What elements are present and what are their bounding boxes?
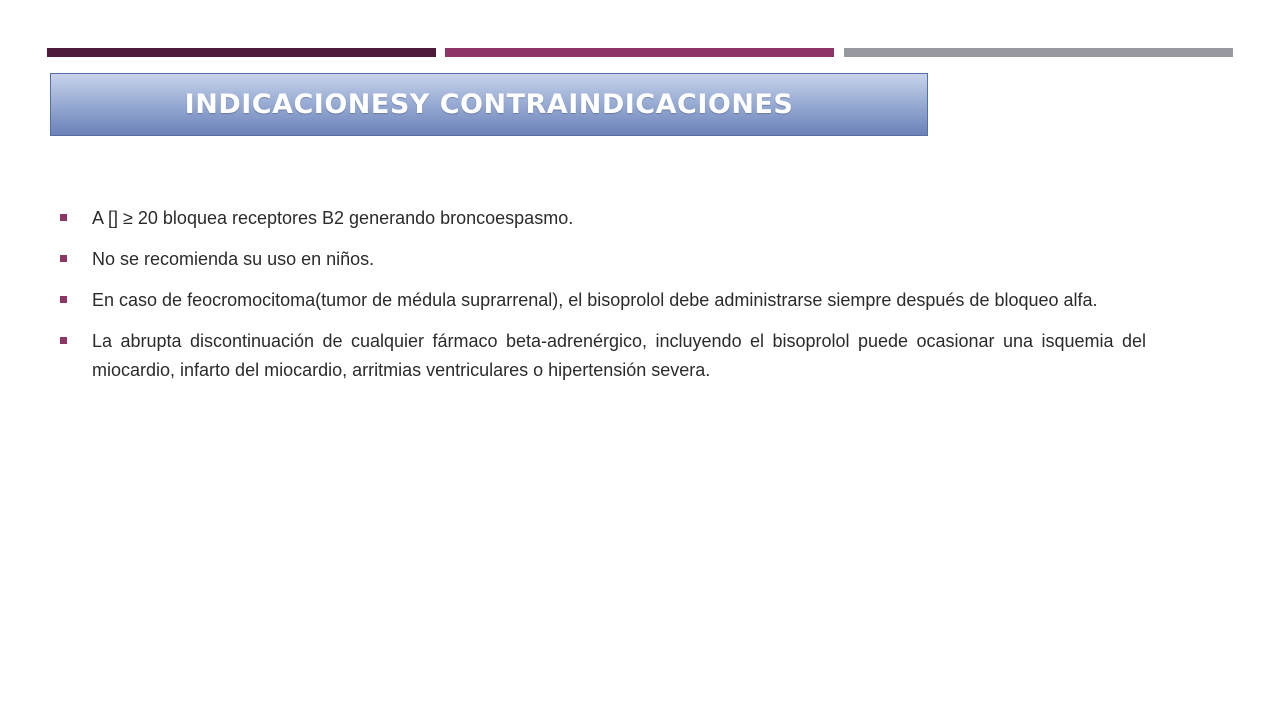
square-bullet-icon <box>60 255 67 262</box>
square-bullet-icon <box>60 337 67 344</box>
bullet-item <box>58 327 1146 385</box>
bullet-text: A [] ≥ 20 bloquea receptores B2 generando broncoespasmo. <box>92 208 574 228</box>
bullet-text: No se recomienda su uso en niños. <box>92 249 375 269</box>
bullet-item <box>58 286 1146 315</box>
bullet-text: La abrupta discontinuación de cualquier fármaco beta-adrenérgico, incluyendo el bisoprolol puede ocasionar una isquemia del miocardio, infarto del miocardio, arritmias ventriculares o hipertensión severa. <box>92 331 1146 380</box>
bullet-text: En caso de feocromocitoma(tumor de médula suprarrenal), el bisoprolol debe administrarse siempre después de bloqueo alfa. <box>92 290 1098 310</box>
square-bullet-icon <box>60 214 67 221</box>
bullet-list <box>58 204 1146 397</box>
square-bullet-icon <box>60 296 67 303</box>
accent-bar-magenta <box>445 48 834 57</box>
accent-bar-gray <box>844 48 1233 57</box>
accent-bar-dark <box>47 48 436 57</box>
bullet-item <box>58 204 1146 233</box>
bullet-item <box>58 245 1146 274</box>
slide-title: INDICACIONESY CONTRAINDICACIONES <box>184 89 794 120</box>
title-box <box>50 73 928 136</box>
